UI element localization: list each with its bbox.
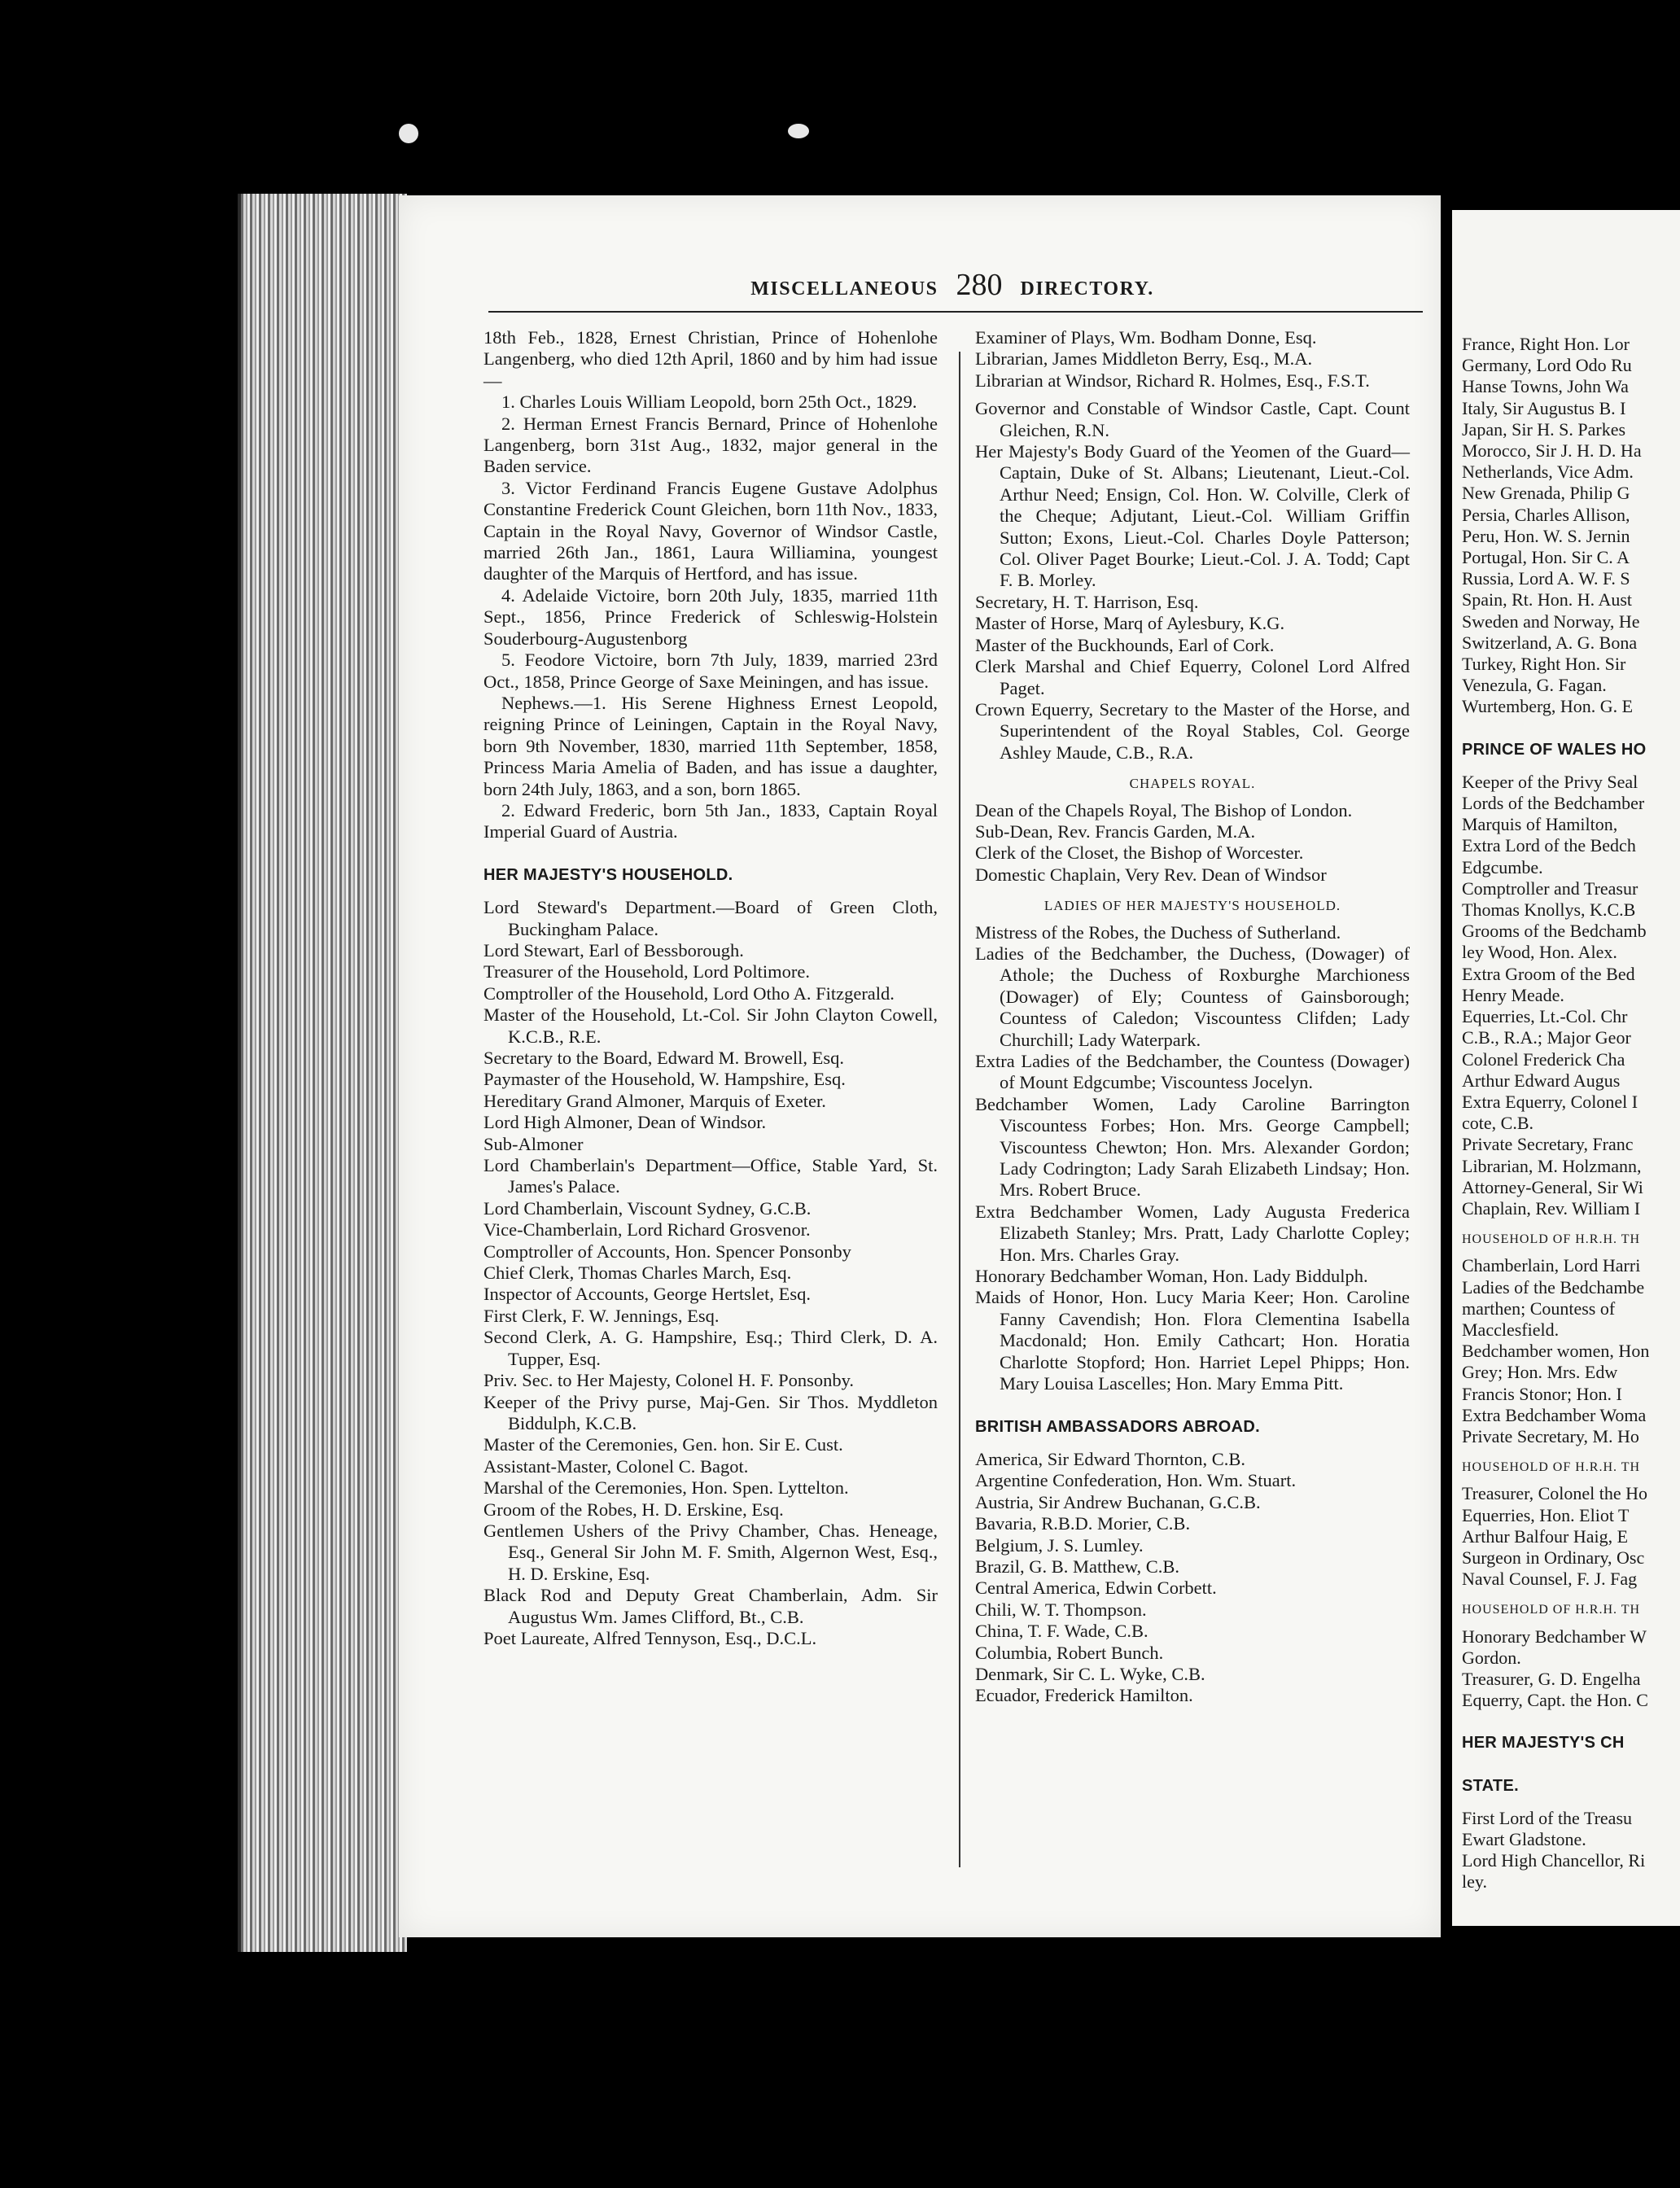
text-line: Comptroller and Treasur	[1462, 877, 1638, 899]
header-right-word: DIRECTORY.	[1020, 278, 1154, 300]
text-line: First Lord of the Treasu	[1462, 1807, 1632, 1828]
text-line: Arthur Balfour Haig, E	[1462, 1525, 1629, 1547]
subsection-heading: LADIES OF HER MAJESTY'S HOUSEHOLD.	[1043, 898, 1341, 914]
subsection-heading: CHAPELS ROYAL.	[1129, 776, 1256, 792]
text-line: Chaplain, Rev. William I	[1462, 1197, 1641, 1219]
directory-entry: Clerk Marshal and Chief Equerry, Colonel Lord Alfred Paget.	[975, 656, 1410, 698]
text-line: Wurtemberg, Hon. G. E	[1462, 696, 1634, 717]
directory-entry: Governor and Constable of Windsor Castle, Capt. Count Gleichen, R.N.	[975, 398, 1410, 440]
text-line: Extra Equerry, Colonel I	[1462, 1091, 1638, 1112]
paragraph: 3. Victor Ferdinand Francis Eugene Gustave Adolphus Constantine Frederick Count Gleichen, born 11th Nov., 1833, Captain in the Royal Navy, Governor of Windsor Castle, married 26th Jan., 1861, Laura Williamina, youngest daughter of the Marquis of Hertford, and has issue.	[483, 477, 938, 584]
text-line: Sweden and Norway, He	[1462, 610, 1640, 632]
directory-entry: Treasurer of the Household, Lord Poltimore.	[483, 961, 810, 982]
directory-entry: Austria, Sir Andrew Buchanan, G.C.B.	[975, 1491, 1261, 1512]
text-line: Venezula, G. Fagan.	[1462, 675, 1607, 696]
text-line: Ladies of the Bedchambe	[1462, 1276, 1645, 1297]
directory-entry: Ecuador, Frederick Hamilton.	[975, 1685, 1193, 1706]
text-line: Portugal, Hon. Sir C. A	[1462, 547, 1630, 568]
directory-entry: Master of Horse, Marq of Aylesbury, K.G.	[975, 613, 1285, 634]
directory-entry: Ladies of the Bedchamber, the Duchess, (Dowager) of Athole; the Duchess of Roxburghe Marchioness (Dowager) of Ely; Countess of Gainsborough; Countess of Caledon; Viscountess Clifden; Lady Churchill; Lady Waterpark.	[975, 943, 1410, 1050]
directory-entry: Marshal of the Ceremonies, Hon. Spen. Lyttelton.	[483, 1477, 849, 1499]
directory-entry: Chief Clerk, Thomas Charles March, Esq.	[483, 1262, 792, 1284]
scan-speck	[788, 124, 809, 138]
directory-entry: Hereditary Grand Almoner, Marquis of Exeter.	[483, 1090, 826, 1111]
text-line: Extra Bedchamber Woma	[1462, 1404, 1647, 1425]
left-text-column	[483, 327, 938, 1649]
text-line: Honorary Bedchamber W	[1462, 1626, 1647, 1647]
directory-entry: Poet Laureate, Alfred Tennyson, Esq., D.C.L.	[483, 1627, 817, 1648]
book-page-edges	[238, 194, 407, 1952]
section-heading: STATE.	[1462, 1776, 1519, 1795]
text-line: Thomas Knollys, K.C.B	[1462, 899, 1636, 921]
text-line: Lords of the Bedchamber	[1462, 793, 1645, 814]
text-line: Private Secretary, Franc	[1462, 1134, 1634, 1155]
text-line: Naval Counsel, F. J. Fag	[1462, 1569, 1638, 1590]
text-line: Extra Lord of the Bedch	[1462, 835, 1636, 856]
directory-entry: Chili, W. T. Thompson.	[975, 1599, 1147, 1620]
text-line: ley Wood, Hon. Alex.	[1462, 942, 1617, 963]
page-header	[505, 267, 1400, 303]
directory-entry: Extra Bedchamber Women, Lady Augusta Frederica Elizabeth Stanley; Mrs. Pratt, Lady Charlotte Copley; Hon. Mrs. Charles Gray.	[975, 1201, 1410, 1265]
text-line: Marquis of Hamilton,	[1462, 814, 1618, 835]
text-line: Ewart Gladstone.	[1462, 1829, 1586, 1849]
directory-entry: Master of the Buckhounds, Earl of Cork.	[975, 634, 1275, 655]
text-line: ley.	[1462, 1871, 1487, 1893]
text-line: Attorney-General, Sir Wi	[1462, 1176, 1643, 1197]
text-line: Equerry, Capt. the Hon. C	[1462, 1690, 1648, 1711]
directory-entry: Vice-Chamberlain, Lord Richard Grosvenor.	[483, 1219, 811, 1241]
paragraph: 2. Herman Ernest Francis Bernard, Prince of Hohenlohe Langenberg, born 31st Aug., 1832, major general in the Baden service.	[483, 413, 938, 477]
directory-entry: Lord Steward's Department.—Board of Green Cloth, Buckingham Palace.	[483, 897, 938, 939]
directory-entry: Gentlemen Ushers of the Privy Chamber, Chas. Heneage, Esq., General Sir John M. F. Smith, Algernon West, Esq., H. D. Erskine, Esq.	[483, 1520, 938, 1584]
text-line: Peru, Hon. W. S. Jernin	[1462, 525, 1630, 546]
directory-entry: America, Sir Edward Thornton, C.B.	[975, 1448, 1246, 1469]
text-line: Keeper of the Privy Seal	[1462, 771, 1638, 792]
directory-entry: Master of the Ceremonies, Gen. hon. Sir E. Cust.	[483, 1434, 843, 1455]
text-line: Grooms of the Bedchamb	[1462, 921, 1647, 942]
text-line: Spain, Rt. Hon. H. Aust	[1462, 589, 1633, 610]
paragraph: 5. Feodore Victoire, born 7th July, 1839, married 23rd Oct., 1858, Prince George of Saxe Meiningen, and has issue.	[483, 650, 938, 692]
text-line: Japan, Sir H. S. Parkes	[1462, 418, 1626, 440]
directory-entry: Lord Stewart, Earl of Bessborough.	[483, 939, 744, 961]
column-divider	[959, 352, 960, 1867]
paragraph: Nephews.—1. His Serene Highness Ernest Leopold, reigning Prince of Leiningen, Captain in the Royal Navy, born 9th November, 1830, married 11th September, 1858, Princess Maria Amelia of Baden, and has issue a daughter, born 24th July, 1863, and a son, born 1865.	[483, 692, 938, 799]
text-line: Switzerland, A. G. Bona	[1462, 632, 1638, 653]
text-line: Edgcumbe.	[1462, 856, 1543, 877]
directory-entry: Argentine Confederation, Hon. Wm. Stuart.	[975, 1470, 1297, 1491]
text-line: Librarian, M. Holzmann,	[1462, 1155, 1642, 1176]
section-heading: BRITISH AMBASSADORS ABROAD.	[975, 1417, 1260, 1436]
directory-entry: Bavaria, R.B.D. Morier, C.B.	[975, 1513, 1191, 1534]
text-line: Henry Meade.	[1462, 984, 1564, 1005]
directory-entry: Paymaster of the Household, W. Hampshire, Esq.	[483, 1069, 846, 1090]
directory-entry: Secretary to the Board, Edward M. Browell, Esq.	[483, 1048, 845, 1068]
directory-entry: Lord Chamberlain, Viscount Sydney, G.C.B.	[483, 1197, 812, 1219]
directory-entry: Comptroller of the Household, Lord Otho A. Fitzgerald.	[483, 982, 895, 1004]
directory-entry: First Clerk, F. W. Jennings, Esq.	[483, 1305, 720, 1326]
text-line: Treasurer, Colonel the Ho	[1462, 1483, 1648, 1504]
directory-entry: Mistress of the Robes, the Duchess of Sutherland.	[975, 921, 1341, 943]
text-line: 18th Feb., 1828, Ernest Christian, Prince of Hohenlohe Langenberg, who died 12th April, 1860 and by him had issue—	[483, 327, 938, 391]
header-left-word: MISCELLANEOUS	[750, 278, 938, 300]
subsection-heading: HOUSEHOLD OF H.R.H. TH	[1462, 1232, 1641, 1247]
directory-entry: Extra Ladies of the Bedchamber, the Countess (Dowager) of Mount Edgcumbe; Viscountess Jocelyn.	[975, 1051, 1410, 1093]
text-line: Morocco, Sir J. H. D. Ha	[1462, 440, 1642, 462]
text-line: Private Secretary, M. Ho	[1462, 1425, 1639, 1446]
middle-text-column	[975, 327, 1410, 1707]
directory-entry: Denmark, Sir C. L. Wyke, C.B.	[975, 1663, 1205, 1684]
facing-page	[1452, 210, 1680, 1926]
directory-entry: Clerk of the Closet, the Bishop of Worcester.	[975, 842, 1304, 864]
text-line: Turkey, Right Hon. Sir	[1462, 654, 1626, 675]
section-heading: HER MAJESTY'S HOUSEHOLD.	[483, 865, 733, 884]
directory-entry: Librarian at Windsor, Richard R. Holmes, Esq., F.S.T.	[975, 370, 1370, 391]
directory-entry: Domestic Chaplain, Very Rev. Dean of Windsor	[975, 864, 1327, 885]
text-line: New Grenada, Philip G	[1462, 483, 1630, 504]
right-text-column	[1462, 334, 1680, 1893]
directory-entry: Crown Equerry, Secretary to the Master of the Horse, and Superintendent of the Royal Stables, Col. George Ashley Maude, C.B., R.A.	[975, 698, 1410, 763]
directory-entry: Black Rod and Deputy Great Chamberlain, Adm. Sir Augustus Wm. James Clifford, Bt., C.B.	[483, 1585, 938, 1627]
text-line: Bedchamber women, Hon	[1462, 1341, 1650, 1362]
page-number: 280	[956, 268, 1003, 302]
directory-entry: Bedchamber Women, Lady Caroline Barrington Viscountess Forbes; Hon. Mrs. George Campbell; Viscountess Chewton; Hon. Mrs. Alexander Gordon; Lady Codrington; Lady Sarah Elizabeth Lindsay; Hon. Mrs. Robert Bruce.	[975, 1093, 1410, 1201]
directory-entry: Sub-Almoner	[483, 1133, 584, 1154]
text-line: Netherlands, Vice Adm.	[1462, 462, 1634, 483]
directory-entry: Sub-Dean, Rev. Francis Garden, M.A.	[975, 820, 1256, 842]
directory-entry: Dean of the Chapels Royal, The Bishop of London.	[975, 799, 1353, 820]
text-line: cote, C.B.	[1462, 1113, 1533, 1134]
text-line: Hanse Towns, John Wa	[1462, 376, 1629, 397]
paragraph: 1. Charles Louis William Leopold, born 25th Oct., 1829.	[501, 392, 917, 413]
directory-entry: Assistant-Master, Colonel C. Bagot.	[483, 1455, 749, 1477]
directory-entry: China, T. F. Wade, C.B.	[975, 1621, 1148, 1642]
text-line: Francis Stonor; Hon. I	[1462, 1383, 1622, 1404]
text-line: Germany, Lord Odo Ru	[1462, 355, 1632, 376]
text-line: Treasurer, G. D. Engelha	[1462, 1668, 1641, 1689]
directory-entry: Librarian, James Middleton Berry, Esq., M.A.	[975, 348, 1313, 370]
directory-entry: Columbia, Robert Bunch.	[975, 1642, 1164, 1663]
text-line: Persia, Charles Allison,	[1462, 504, 1630, 525]
text-line: Macclesfield.	[1462, 1319, 1560, 1340]
text-line: Surgeon in Ordinary, Osc	[1462, 1547, 1645, 1568]
directory-entry: Central America, Edwin Corbett.	[975, 1578, 1217, 1599]
directory-entry: Inspector of Accounts, George Hertslet, Esq.	[483, 1284, 811, 1305]
text-line: Lord High Chancellor, Ri	[1462, 1850, 1646, 1871]
text-line: Grey; Hon. Mrs. Edw	[1462, 1362, 1618, 1383]
text-line: Equerries, Hon. Eliot T	[1462, 1504, 1630, 1525]
subsection-heading: HOUSEHOLD OF H.R.H. TH	[1462, 1603, 1641, 1617]
directory-entry: Lord High Almoner, Dean of Windsor.	[483, 1112, 767, 1133]
paragraph: 2. Edward Frederic, born 5th Jan., 1833, Captain Royal Imperial Guard of Austria.	[483, 799, 938, 842]
text-line: Colonel Frederick Cha	[1462, 1048, 1625, 1070]
text-line: Arthur Edward Augus	[1462, 1070, 1621, 1091]
text-line: marthen; Countess of	[1462, 1297, 1616, 1319]
text-line: Gordon.	[1462, 1647, 1521, 1668]
directory-entry: Honorary Bedchamber Woman, Hon. Lady Biddulph.	[975, 1266, 1368, 1287]
directory-entry: Brazil, G. B. Matthew, C.B.	[975, 1556, 1180, 1577]
scan-speck	[399, 124, 418, 143]
paragraph: 4. Adelaide Victoire, born 20th July, 1835, married 11th Sept., 1856, Prince Frederick of Schleswig-Holstein Souderbourg-Augustenborg	[483, 584, 938, 649]
section-heading: PRINCE OF WALES HO	[1462, 740, 1647, 759]
text-line: Chamberlain, Lord Harri	[1462, 1255, 1641, 1276]
directory-entry: Second Clerk, A. G. Hampshire, Esq.; Third Clerk, D. A. Tupper, Esq.	[483, 1327, 938, 1369]
text-line: C.B., R.A.; Major Geor	[1462, 1027, 1631, 1048]
text-line: Extra Groom of the Bed	[1462, 963, 1635, 984]
text-line: France, Right Hon. Lor	[1462, 334, 1630, 354]
text-line: Equerries, Lt.-Col. Chr	[1462, 1006, 1628, 1027]
book-page	[399, 195, 1441, 1937]
directory-entry: Comptroller of Accounts, Hon. Spencer Ponsonby	[483, 1241, 851, 1262]
directory-entry: Lord Chamberlain's Department—Office, Stable Yard, St. James's Palace.	[483, 1155, 938, 1197]
directory-entry: Examiner of Plays, Wm. Bodham Donne, Esq.	[975, 327, 1317, 348]
directory-entry: Belgium, J. S. Lumley.	[975, 1534, 1144, 1556]
header-rule	[488, 311, 1423, 313]
directory-entry: Her Majesty's Body Guard of the Yeomen of the Guard—Captain, Duke of St. Albans; Lieutenant, Lieut.-Col. Arthur Need; Ensign, Col. Hon. W. Colville, Clerk of the Cheque; Adjutant, Lieut.-Col. William Griffin Sutton; Exons, Lieut.-Col. Charles Doyle Patterson; Col. Oliver Paget Bourke; Lieut.-Col. J. A. Todd; Capt F. B. Morley.	[975, 441, 1410, 591]
directory-entry: Groom of the Robes, H. D. Erskine, Esq.	[483, 1499, 784, 1520]
directory-entry: Priv. Sec. to Her Majesty, Colonel H. F. Ponsonby.	[483, 1370, 855, 1391]
section-heading: HER MAJESTY'S CH	[1462, 1734, 1625, 1753]
text-line: Russia, Lord A. W. F. S	[1462, 568, 1630, 589]
directory-entry: Maids of Honor, Hon. Lucy Maria Keer; Hon. Caroline Fanny Cavendish; Hon. Flora Clementina Isabella Macdonald; Hon. Emily Cathcart; Hon. Horatia Charlotte Stopford; Hon. Harriet Lepel Phipps; Hon. Mary Louisa Lascelles; Hon. Mary Emma Pitt.	[975, 1287, 1410, 1394]
subsection-heading: HOUSEHOLD OF H.R.H. TH	[1462, 1460, 1641, 1475]
directory-entry: Keeper of the Privy purse, Maj-Gen. Sir Thos. Myddleton Biddulph, K.C.B.	[483, 1391, 938, 1433]
text-line: Italy, Sir Augustus B. I	[1462, 397, 1626, 418]
directory-entry: Secretary, H. T. Harrison, Esq.	[975, 591, 1199, 612]
directory-entry: Master of the Household, Lt.-Col. Sir John Clayton Cowell, K.C.B., R.E.	[483, 1004, 938, 1047]
